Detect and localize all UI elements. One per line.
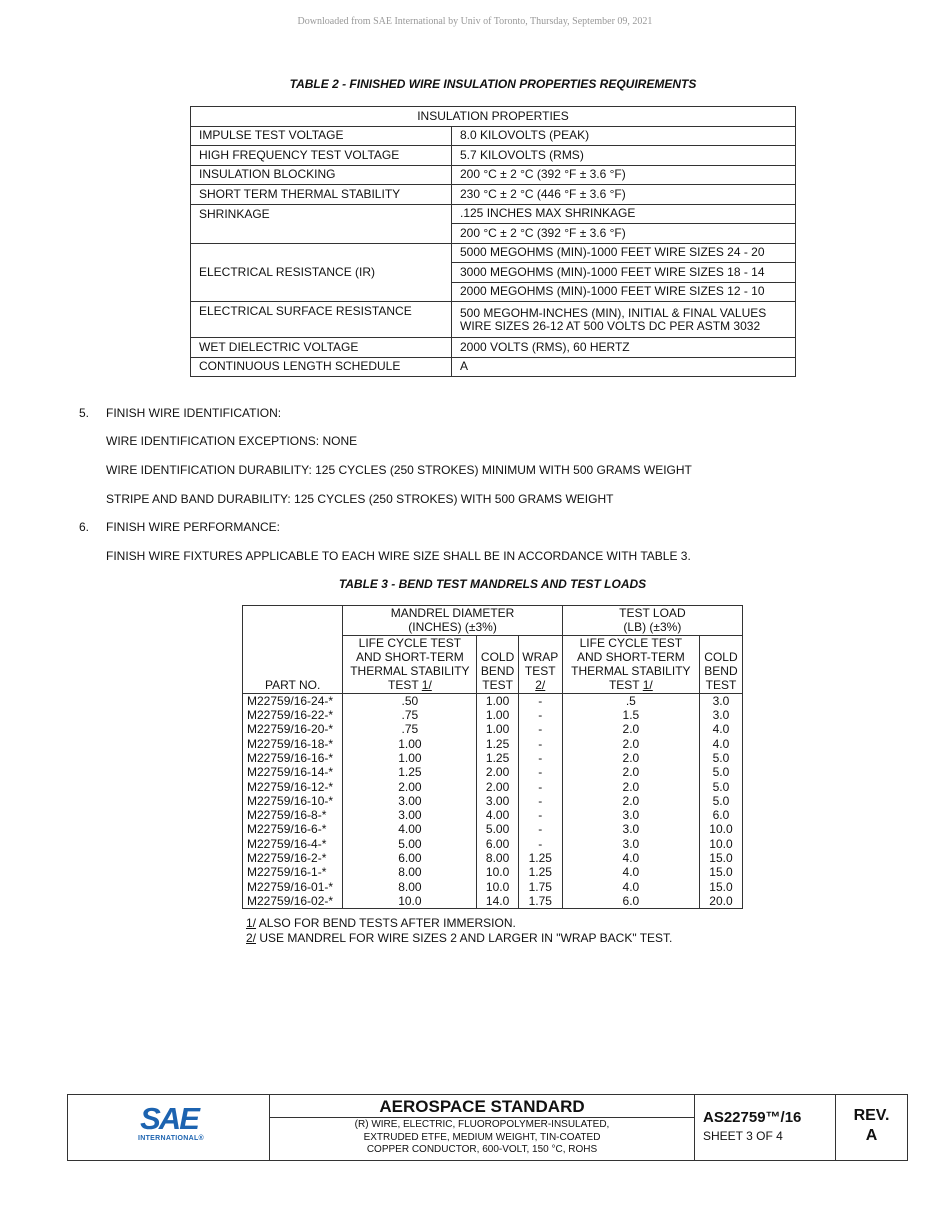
bend-test-table [242, 605, 743, 909]
table-row: SHRINKAGE .125 INCHES MAX SHRINKAGE [191, 204, 796, 224]
table-row: 3000 MEGOHMS (MIN)-1000 FEET WIRE SIZES 18 - 14 [191, 263, 796, 283]
table2-header: INSULATION PROPERTIES [191, 107, 796, 127]
table-row: 2000 MEGOHMS (MIN)-1000 FEET WIRE SIZES 12 - 10 [191, 282, 796, 302]
sheet-number: SHEET 3 OF 4 [703, 1129, 783, 1143]
table-row: CONTINUOUS LENGTH SCHEDULE A [191, 357, 796, 377]
table-row: WET DIELECTRIC VOLTAGE 2000 VOLTS (RMS), 60 HERTZ [191, 338, 796, 358]
table-row: M22759/16-01-* 8.00 10.0 1.75 4.0 15.0 [243, 880, 743, 894]
table-row: ELECTRICAL RESISTANCE (IR) 5000 MEGOHMS (MIN)-1000 FEET WIRE SIZES 24 - 20 [191, 243, 796, 263]
table3-notes [246, 916, 672, 945]
table-row: M22759/16-16-* 1.00 1.25 - 2.0 5.0 [243, 751, 743, 765]
footer-title-block [67, 1094, 908, 1161]
paragraph: WIRE IDENTIFICATION DURABILITY: 125 CYCLES (250 STROKES) MINIMUM WITH 500 GRAMS WEIGHT [106, 463, 692, 477]
table-row: M22759/16-2-* 6.00 8.00 1.25 4.0 15.0 [243, 851, 743, 865]
column-header-load-cold-bend: COLD BEND TEST [699, 635, 742, 693]
table-row: 200 °C ± 2 °C (392 °F ± 3.6 °F) [191, 224, 796, 244]
table-row: M22759/16-10-* 3.00 3.00 - 2.0 5.0 [243, 794, 743, 808]
column-header-test-load: TEST LOAD (LB) (±3%) [562, 606, 742, 636]
table-row: M22759/16-22-* .75 1.00 - 1.5 3.0 [243, 708, 743, 722]
column-header-mandrel: MANDREL DIAMETER (INCHES) (±3%) [343, 606, 562, 636]
standard-description: (R) WIRE, ELECTRIC, FLUOROPOLYMER-INSULATED, EXTRUDED ETFE, MEDIUM WEIGHT, TIN-COATED COPPER CONDUCTOR, 600-VOLT, 150 °C, ROHS [354, 1119, 610, 1155]
table-row: INSULATION BLOCKING 200 °C ± 2 °C (392 °F ± 3.6 °F) [191, 165, 796, 185]
logo-cell [68, 1095, 270, 1160]
table-row: M22759/16-1-* 8.00 10.0 1.25 4.0 15.0 [243, 865, 743, 879]
note-1: 1/ ALSO FOR BEND TESTS AFTER IMMERSION. [246, 916, 516, 930]
download-note: Downloaded from SAE International by Univ of Toronto, Thursday, September 09, 2021 [297, 16, 653, 27]
section-6-heading: FINISH WIRE PERFORMANCE: [106, 520, 281, 534]
sae-logo: SAE INTERNATIONAL® [138, 1101, 205, 1142]
table-row: M22759/16-8-* 3.00 4.00 - 3.0 6.0 [243, 808, 743, 822]
doc-number-cell [695, 1095, 836, 1160]
table-row: HIGH FREQUENCY TEST VOLTAGE 5.7 KILOVOLTS (RMS) [191, 146, 796, 166]
paragraph: FINISH WIRE FIXTURES APPLICABLE TO EACH WIRE SIZE SHALL BE IN ACCORDANCE WITH TABLE 3. [106, 549, 691, 563]
revision-cell [836, 1095, 907, 1160]
table-row: M22759/16-02-* 10.0 14.0 1.75 6.0 20.0 [243, 894, 743, 909]
column-header-part-no: PART NO. [243, 606, 343, 694]
title-cell [270, 1095, 695, 1160]
standard-title: AEROSPACE STANDARD [270, 1095, 694, 1118]
table-row: M22759/16-18-* 1.00 1.25 - 2.0 4.0 [243, 737, 743, 751]
column-header-load-life-cycle: LIFE CYCLE TEST AND SHORT-TERM THERMAL STABILITY TEST 1/ [562, 635, 699, 693]
table2-caption: TABLE 2 - FINISHED WIRE INSULATION PROPERTIES REQUIREMENTS [289, 77, 697, 91]
section-5-number: 5. [79, 406, 90, 420]
table-row: M22759/16-4-* 5.00 6.00 - 3.0 10.0 [243, 837, 743, 851]
table-row: ELECTRICAL SURFACE RESISTANCE 500 MEGOHM-INCHES (MIN), INITIAL & FINAL VALUES WIRE SIZES 26-12 AT 500 VOLTS DC PER ASTM 3032 [191, 302, 796, 338]
paragraph: WIRE IDENTIFICATION EXCEPTIONS: NONE [106, 434, 358, 448]
section-5-heading: FINISH WIRE IDENTIFICATION: [106, 406, 282, 420]
doc-number: AS22759™/16 [703, 1109, 802, 1126]
note-2: 2/ USE MANDREL FOR WIRE SIZES 2 AND LARGER IN "WRAP BACK" TEST. [246, 930, 673, 945]
column-header-wrap-test: WRAP TEST 2/ [518, 635, 562, 693]
table3-caption: TABLE 3 - BEND TEST MANDRELS AND TEST LOADS [338, 577, 647, 591]
section-6-number: 6. [79, 520, 90, 534]
table-row: M22759/16-20-* .75 1.00 - 2.0 4.0 [243, 722, 743, 736]
table-row: M22759/16-6-* 4.00 5.00 - 3.0 10.0 [243, 822, 743, 836]
column-header-life-cycle: LIFE CYCLE TEST AND SHORT-TERM THERMAL STABILITY TEST 1/ [343, 635, 477, 693]
table-row: IMPULSE TEST VOLTAGE 8.0 KILOVOLTS (PEAK) [191, 126, 796, 146]
rev-value: A [865, 1127, 878, 1144]
table-row: M22759/16-24-* .50 1.00 - .5 3.0 [243, 693, 743, 708]
insulation-properties-table [190, 106, 796, 377]
paragraph: STRIPE AND BAND DURABILITY: 125 CYCLES (250 STROKES) WITH 500 GRAMS WEIGHT [106, 492, 614, 506]
table-row: SHORT TERM THERMAL STABILITY 230 °C ± 2 °C (446 °F ± 3.6 °F) [191, 185, 796, 205]
column-header-cold-bend: COLD BEND TEST [477, 635, 518, 693]
rev-label: REV. [853, 1107, 890, 1124]
table-row: M22759/16-12-* 2.00 2.00 - 2.0 5.0 [243, 780, 743, 794]
table-row: M22759/16-14-* 1.25 2.00 - 2.0 5.0 [243, 765, 743, 779]
